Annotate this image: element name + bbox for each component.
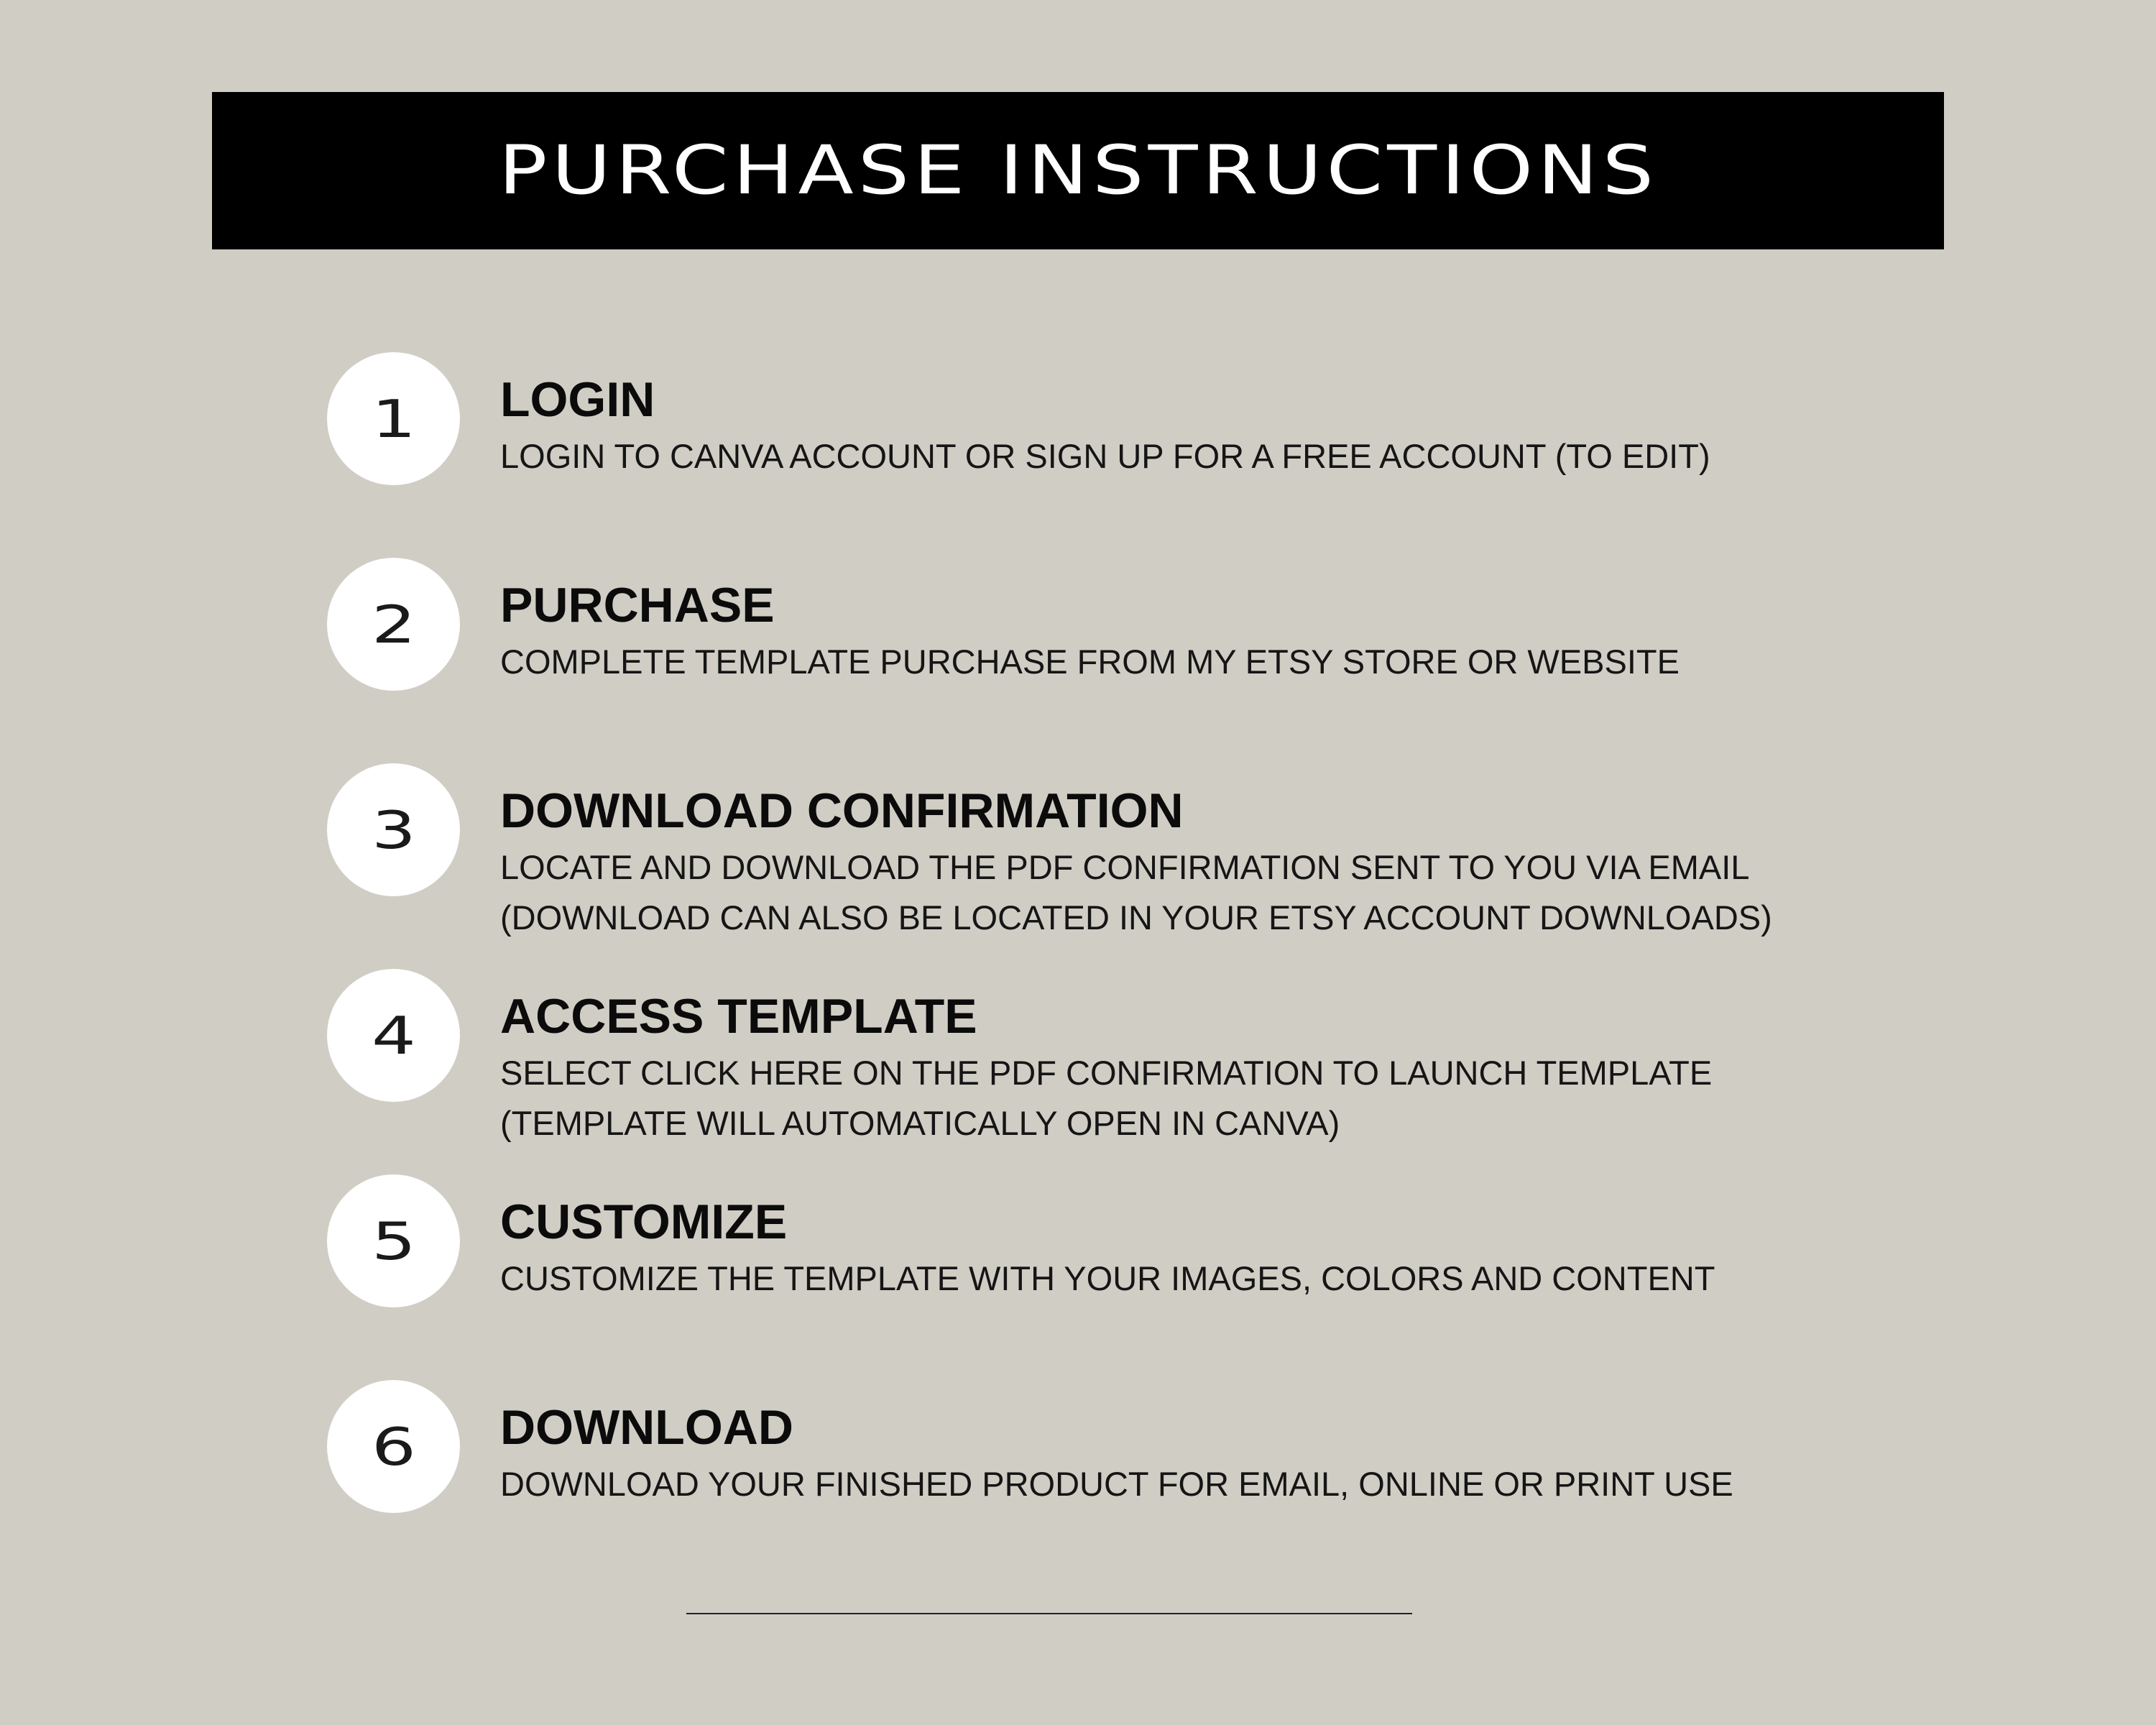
header-band	[212, 92, 1944, 249]
step-description-line: LOCATE AND DOWNLOAD THE PDF CONFIRMATION SENT TO YOU VIA EMAIL	[500, 848, 1750, 886]
footer-divider	[686, 1613, 1412, 1614]
step-description	[500, 1048, 1712, 1149]
step-description-line: CUSTOMIZE THE TEMPLATE WITH YOUR IMAGES, COLORS AND CONTENT	[500, 1259, 1715, 1297]
step-number-badge	[327, 1380, 460, 1513]
step-number-badge	[327, 969, 460, 1102]
step-description-line: COMPLETE TEMPLATE PURCHASE FROM MY ETSY STORE OR WEBSITE	[500, 643, 1680, 681]
step-description-line: SELECT CLICK HERE ON THE PDF CONFIRMATION TO LAUNCH TEMPLATE	[500, 1054, 1713, 1092]
step-number: 6	[371, 1416, 416, 1477]
step-title: DOWNLOAD CONFIRMATION	[500, 783, 1184, 838]
step-title: LOGIN	[500, 372, 655, 427]
step-number: 4	[371, 1005, 416, 1066]
step-description-line: DOWNLOAD YOUR FINISHED PRODUCT FOR EMAIL, ONLINE OR PRINT USE	[500, 1465, 1733, 1503]
step-description	[500, 1459, 1733, 1509]
step-number-badge	[327, 558, 460, 691]
step-title: ACCESS TEMPLATE	[500, 989, 977, 1044]
step-description	[500, 431, 1710, 482]
step-description	[500, 842, 1772, 943]
step-title: CUSTOMIZE	[500, 1195, 788, 1249]
step-title: PURCHASE	[500, 578, 775, 632]
step-download-confirmation	[327, 763, 1980, 937]
step-description	[500, 1254, 1715, 1304]
step-description-line: LOGIN TO CANVA ACCOUNT OR SIGN UP FOR A FREE ACCOUNT (TO EDIT)	[500, 437, 1710, 475]
step-customize	[327, 1174, 1980, 1311]
step-number-badge	[327, 1174, 460, 1307]
step-number: 2	[371, 594, 416, 655]
step-number: 5	[371, 1210, 416, 1271]
step-login	[327, 352, 1980, 489]
step-description	[500, 637, 1680, 687]
step-number: 1	[371, 388, 416, 449]
step-number-badge	[327, 763, 460, 896]
step-title: DOWNLOAD	[500, 1400, 793, 1455]
step-download	[327, 1380, 1980, 1517]
step-access-template	[327, 969, 1980, 1142]
step-number-badge	[327, 352, 460, 485]
step-description-line: (DOWNLOAD CAN ALSO BE LOCATED IN YOUR ETSY ACCOUNT DOWNLOADS)	[500, 898, 1772, 937]
step-purchase	[327, 558, 1980, 694]
page-title: PURCHASE INSTRUCTIONS	[498, 132, 1658, 210]
step-description-line: (TEMPLATE WILL AUTOMATICALLY OPEN IN CANVA)	[500, 1104, 1340, 1142]
step-number: 3	[371, 799, 416, 860]
